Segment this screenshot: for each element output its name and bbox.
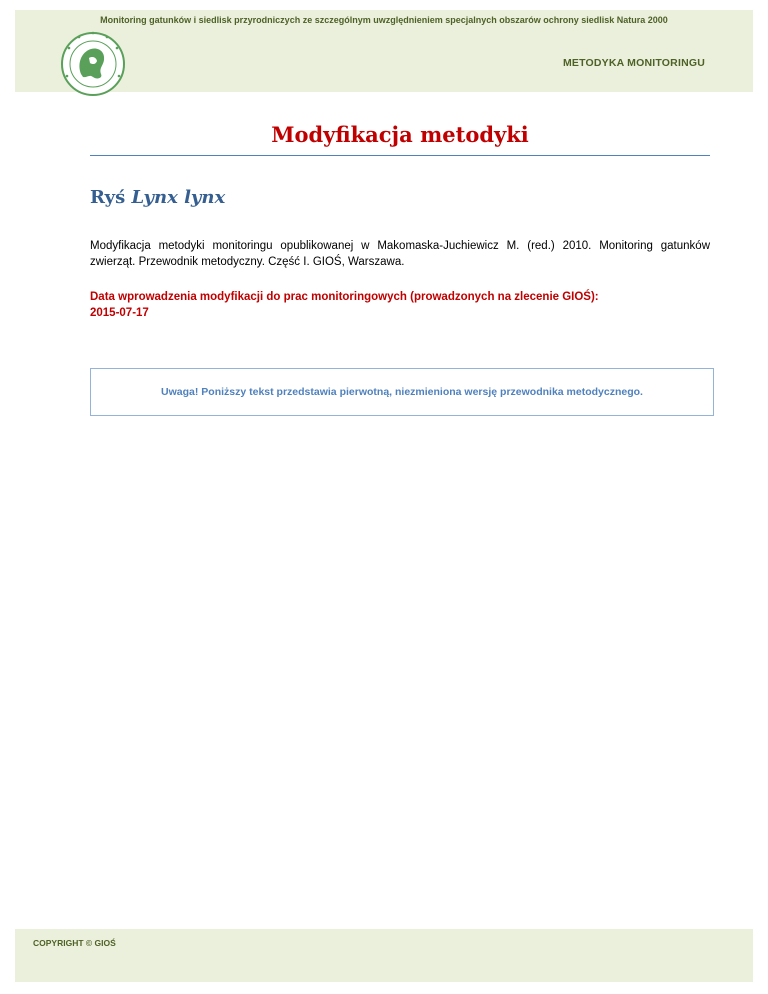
page-footer [15,929,753,982]
modification-date-value: 2015-07-17 [90,307,149,319]
source-paragraph: Modyfikacja metodyki monitoringu opublikowanej w Makomaska-Juchiewicz M. (red.) 2010. Monitoring gatunków zwierząt. Przewodnik metodyczny. Część I. GIOŚ, Warszawa. [90,240,710,268]
header-series-title: Monitoring gatunków i siedlisk przyrodniczych ze szczególnym uwzględnieniem specjalnych obszarów ochrony siedlisk Natura 2000 [100,15,668,25]
species-heading [90,187,225,208]
title-underline [90,155,710,156]
gios-logo-icon [59,30,127,98]
notice-box [90,368,714,416]
page-title: Modyfikacja metodyki [271,122,529,147]
species-latin-name: Lynx lynx [131,187,226,208]
page-header [15,10,753,92]
notice-text: Uwaga! Poniższy tekst przedstawia pierwotną, niezmieniona wersję przewodnika metodycznego. [161,386,643,398]
copyright-text: COPYRIGHT © GIOŚ [33,938,116,948]
modification-date-label: Data wprowadzenia modyfikacji do prac monitoringowych (prowadzonych na zlecenie GIOŚ): [90,291,599,303]
species-common-name: Ryś [90,187,126,208]
header-section-label: METODYKA MONITORINGU [562,57,705,69]
modification-date-block [90,289,710,321]
